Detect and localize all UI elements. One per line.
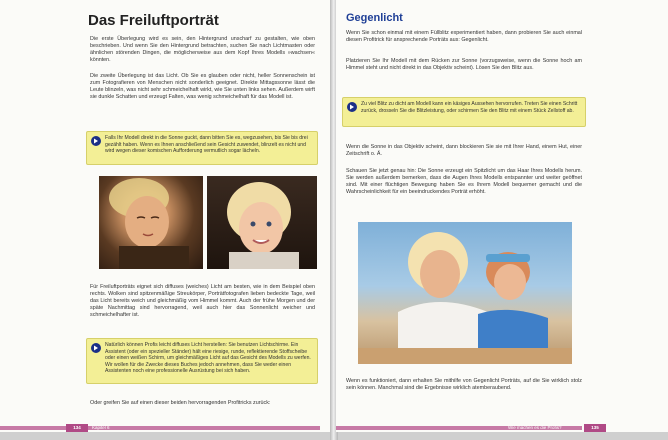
footer-band xyxy=(0,426,320,430)
paragraph: Wenn Sie schon einmal mit einem Füllblitz experimentiert haben, dann probieren Sie auch einmal diesen Profitrick für ansprechende Porträts aus: Gegenlicht. xyxy=(346,30,582,44)
page-number: 134 xyxy=(66,424,88,432)
tip-text: Falls Ihr Modell direkt in die Sonne guckt, dann bitten Sie es, wegzusehen, bis Sie bis drei gezählt haben. Wenn es Ihnen anschließend sein Gesicht zuwendet, blinzelt es nicht und wird wegen dieser komischen Aufforderung vermutlich sogar lächeln. xyxy=(105,135,308,154)
tip-box xyxy=(86,338,318,384)
tip-text: Natürlich können Profis leicht diffuses Licht herstellen: Sie benutzen Lichtschirme. Ein Assistent (oder ein spezieller Ständer) hält eine riesige, runde, reflektierende Stoffscheibe oder einen weißen Schirm, um gleichmäßiges Licht auf das Gesicht des Modells zu werfen. Wir wollen für die Zwecke dieses Buches jedoch annehmen, dass Sie weder einen Assistenten noch eine professionelle Ausrüstung bei sich haben. xyxy=(105,342,311,374)
arrow-right-icon xyxy=(91,343,101,353)
tip-text: Zu viel Blitz zu dicht am Modell kann ein käsiges Aussehen hervorrufen. Treten Sie einen Schritt zurück, drosseln Sie die Blitzleistung, oder schirmen Sie den Blitz mit einem Stück Zellstoff ab. xyxy=(361,101,578,114)
tip-box xyxy=(342,97,586,127)
paragraph: Platzieren Sie Ihr Modell mit dem Rücken zur Sonne (vorzugsweise, wenn die Sonne hoch am Himmel steht und nicht direkt in das Objektiv scheint). Lösen Sie den Blitz aus. xyxy=(346,58,582,72)
photo-mother-daughter-backlit xyxy=(358,222,572,364)
arrow-right-icon xyxy=(91,136,101,146)
chapter-label: Kapitel 6 xyxy=(92,425,110,430)
paragraph: Die zweite Überlegung ist das Licht. Ob Sie es glauben oder nicht, heller Sonnenschein ist zum Fotografieren von Menschen nicht sonderlich geeignet. Direkte Mittagssonne lässt die Leute blinzeln, was nicht sehr schmeichelhaft wirkt, wie Sie unten links sehen. Außerdem wirft sie dunkle Schatten und erzeugt Falten, was wenig schmeichelhaft für das Modell ist. xyxy=(90,73,315,101)
paragraph: Die erste Überlegung wird es sein, den Hintergrund unscharf zu gestalten, wie oben beschrieben. Und wenn Sie den Hintergrund betrachten, suchen Sie nach Lichtmasten oder ähnlichen störenden Dingen, die möglicherweise aus dem Kopf Ihres Modells »wachsen« könnten. xyxy=(90,36,315,64)
left-page xyxy=(0,0,332,432)
photo-girl-squinting xyxy=(99,176,203,269)
paragraph: Oder greifen Sie auf einen dieser beiden hervorragenden Profitricks zurück: xyxy=(90,400,271,406)
arrow-right-icon xyxy=(347,102,357,112)
section-title: Gegenlicht xyxy=(346,12,403,24)
photo-girl-smiling xyxy=(207,176,317,269)
paragraph: Wenn die Sonne in das Objektiv scheint, dann blockieren Sie sie mit Ihrer Hand, einem Hut, einer Zeitschrift o. Ä. xyxy=(346,144,582,158)
tip-box xyxy=(86,131,318,165)
running-head: Wie machen es die Profis? xyxy=(508,425,562,430)
page-number: 135 xyxy=(584,424,606,432)
paragraph: Schauen Sie jetzt genau hin: Die Sonne erzeugt ein Spitzlicht um das Haar Ihres Modells herum. Sie werden außerdem bemerken, dass die Augen Ihres Modells entspannter und weiter geöffnet sind. Mit einer flüchtigen Bewegung haben Sie es Ihrem Modell bequemer gemacht und die Wahrscheinlichkeit für ein beeindruckendes Porträt erhöht. xyxy=(346,168,582,196)
right-page xyxy=(336,0,668,432)
paragraph: Wenn es funktioniert, dann erhalten Sie mithilfe von Gegenlicht Porträts, auf die Sie wirklich stolz sein können. Manchmal sind die Ergebnisse wirklich atemberaubend. xyxy=(346,378,582,392)
page-title: Das Freiluftporträt xyxy=(88,12,219,29)
page-footer xyxy=(336,424,668,432)
paragraph: Für Freiluftporträts eignet sich diffuses (weiches) Licht am besten, wie in dem Beispiel oben rechts. Wolken sind spitzenmäßige Streukörper, Porträtfotografen lieben bedeckte Tage, weil das Licht bereits weich und gleichmäßig vom Himmel kommt. Auch der frühe Morgen und der späte Nachmittag sind hervorragend, weil auch hier das Sonnenlicht weicher und schmeichelhafter ist. xyxy=(90,284,315,319)
page-footer xyxy=(0,424,332,432)
